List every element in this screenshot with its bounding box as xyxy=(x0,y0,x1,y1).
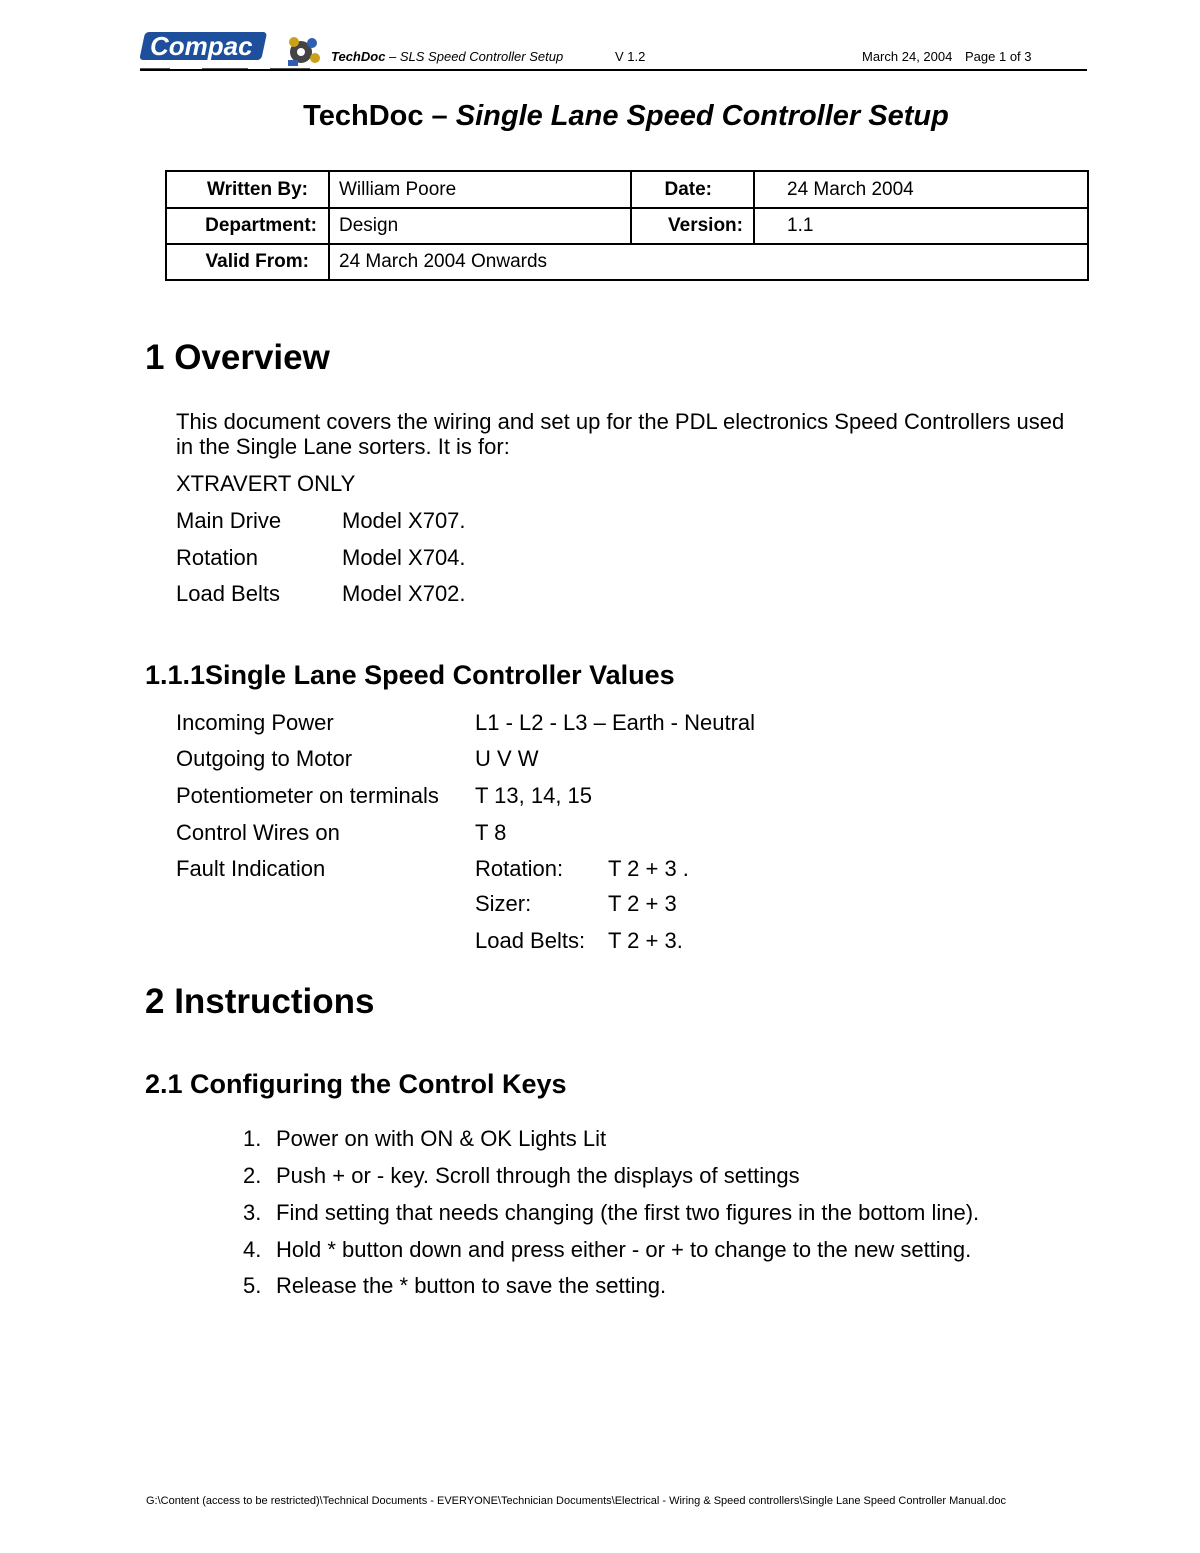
step-number: 3. xyxy=(243,1200,262,1225)
fault-name: Sizer: xyxy=(475,891,532,916)
step-text: Power on with ON & OK Lights Lit xyxy=(276,1126,607,1151)
model-number: Model X702. xyxy=(342,581,466,606)
version-value: 1.1 xyxy=(787,215,814,236)
header-date: March 24, 2004 xyxy=(862,49,953,64)
value-text: T 13, 14, 15 xyxy=(475,783,593,808)
table-divider xyxy=(167,207,1087,209)
department-label: Department: xyxy=(205,215,317,236)
date-value: 24 March 2004 xyxy=(787,179,914,200)
model-number: Model X704. xyxy=(342,545,466,570)
valid-from-value: 24 March 2004 Onwards xyxy=(339,251,548,272)
fault-terminals: T 2 + 3 xyxy=(608,891,677,916)
gear-people-icon xyxy=(284,34,324,68)
step-number: 2. xyxy=(243,1163,262,1188)
model-name: Rotation xyxy=(176,545,258,570)
step-text: Find setting that needs changing (the first two figures in the bottom line). xyxy=(276,1200,980,1225)
fault-name: Rotation: xyxy=(475,856,564,881)
value-text: U V W xyxy=(475,746,539,771)
header-doc-subtitle: – SLS Speed Controller Setup xyxy=(385,49,564,64)
table-divider xyxy=(328,172,330,279)
header-page: Page 1 of 3 xyxy=(965,49,1032,64)
step-number: 5. xyxy=(243,1273,262,1298)
title-italic: Single Lane Speed Controller Setup xyxy=(455,100,949,132)
header-doc-title xyxy=(331,49,563,64)
valid-from-label: Valid From: xyxy=(205,251,309,272)
fault-name: Load Belts: xyxy=(475,928,586,953)
value-text: L1 - L2 - L3 – Earth - Neutral xyxy=(475,710,756,735)
step-number: 4. xyxy=(243,1237,262,1262)
fault-terminals: T 2 + 3. xyxy=(608,928,683,953)
model-name: Load Belts xyxy=(176,581,280,606)
value-label: Incoming Power xyxy=(176,710,334,735)
document-info-table xyxy=(165,170,1089,281)
department-value: Design xyxy=(339,215,399,236)
value-label: Control Wires on xyxy=(176,820,340,845)
step-text: Release the * button to save the setting. xyxy=(276,1273,667,1298)
written-by-value: William Poore xyxy=(339,179,457,200)
step-number: 1. xyxy=(243,1126,262,1151)
footer-file-path: G:\Content (access to be restricted)\Technical Documents - EVERYONE\Technician Documents\Electrical - Wiring & Speed controllers\Single Lane Speed Controller Manual.doc xyxy=(145,1495,1007,1507)
value-text: T 8 xyxy=(475,820,507,845)
step-text: Hold * button down and press either - or + to change to the new setting. xyxy=(276,1237,972,1262)
step-text: Push + or - key. Scroll through the displays of settings xyxy=(276,1163,800,1188)
header-version: V 1.2 xyxy=(615,49,646,64)
control-keys-heading: 2.1 Configuring the Control Keys xyxy=(145,1069,567,1099)
date-label: Date: xyxy=(664,179,712,200)
model-name: Main Drive xyxy=(176,508,282,533)
header-doc-short: TechDoc xyxy=(331,49,386,64)
overview-paragraph-line-2: in the Single Lane sorters. It is for: xyxy=(176,434,510,459)
table-divider xyxy=(167,243,1087,245)
fault-terminals: T 2 + 3 . xyxy=(608,856,689,881)
version-label: Version: xyxy=(668,215,743,236)
value-label: Potentiometer on terminals xyxy=(176,783,439,808)
overview-paragraph-line-1: This document covers the wiring and set up for the PDL electronics Speed Controllers used xyxy=(176,409,1065,434)
logo-text: Compac xyxy=(150,31,253,61)
values-heading: 1.1.1Single Lane Speed Controller Values xyxy=(145,660,675,690)
value-label: Outgoing to Motor xyxy=(176,746,353,771)
header-divider xyxy=(140,69,1087,71)
model-number: Model X707. xyxy=(342,508,466,533)
overview-heading: 1 Overview xyxy=(145,338,330,377)
title-prefix: TechDoc – xyxy=(303,100,456,132)
xtravert-note: XTRAVERT ONLY xyxy=(176,471,356,496)
instructions-heading: 2 Instructions xyxy=(145,982,375,1021)
document-title xyxy=(0,100,1200,133)
value-label: Fault Indication xyxy=(176,856,326,881)
written-by-label: Written By: xyxy=(207,179,308,200)
